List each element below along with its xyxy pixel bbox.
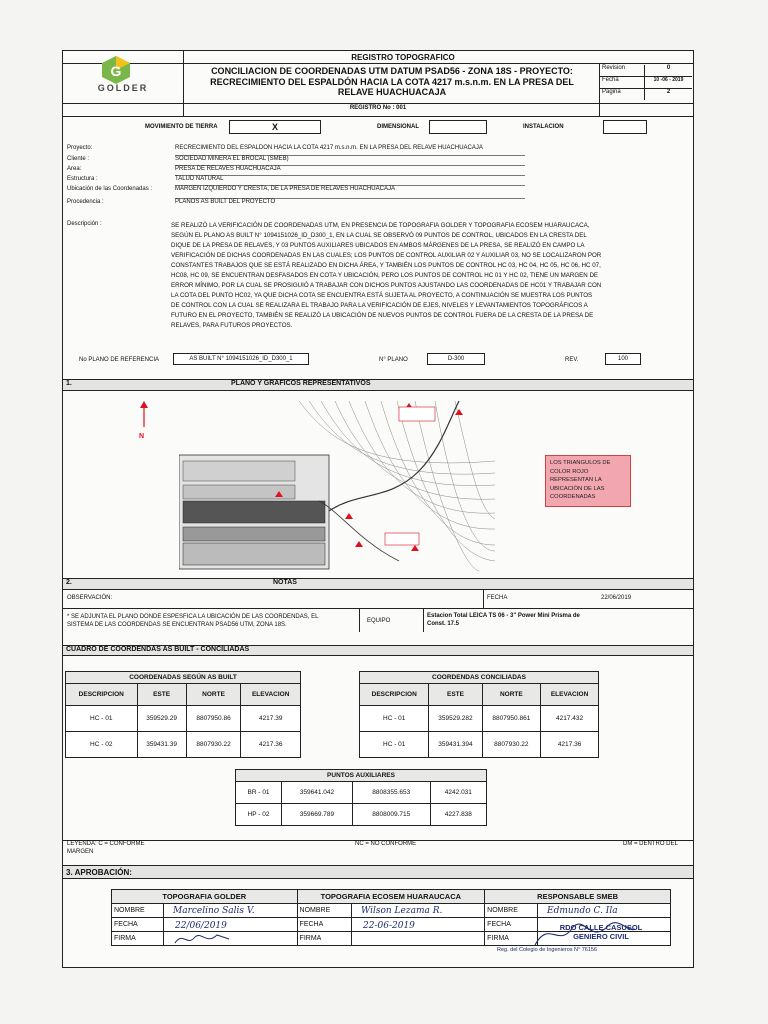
instalacion-checkbox[interactable] xyxy=(603,120,647,134)
table-header: ELEVACION xyxy=(541,684,599,706)
descripcion-line: LA COTA DEL PUNTO HC02, YA QUE DICHA COTA SE ENCUENTRA ESTÁ SUJETA AL PROYECTO, A CONTINUACIÓN SE MUESTRA LOS PUNTOS xyxy=(171,292,593,299)
aprobacion-header: 3. APROBACIÓN: xyxy=(63,865,693,879)
rev-label: REV. xyxy=(565,357,579,363)
handwritten-nombre-ecosem: Wilson Lezama R. xyxy=(361,906,443,916)
leyenda-dentro: DM = DENTRO DEL xyxy=(623,841,678,847)
as-built-table xyxy=(65,671,301,758)
legend-line: UBICACIÓN DE LAS xyxy=(550,485,605,492)
table-header: ELEVACION xyxy=(241,684,301,706)
legend-line: COORDENADAS xyxy=(550,494,596,500)
rev-field[interactable]: 100 xyxy=(605,353,641,365)
section-1-number: 1. xyxy=(66,380,72,387)
table-cell: 8808355.653 xyxy=(352,782,430,804)
table-cell: HP - 02 xyxy=(236,804,282,826)
table-row xyxy=(360,732,599,758)
field-label-ubicacion: Ubicación de las Coordenadas : xyxy=(67,186,153,192)
table-row xyxy=(360,706,599,732)
conciliadas-title: COORDENDAS CONCILIADAS xyxy=(360,672,599,684)
engineer-stamp xyxy=(541,923,661,941)
table-cell: 8807930.22 xyxy=(186,732,241,758)
north-label: N xyxy=(139,433,145,440)
field-value-cliente: SOCIEDAD MINERA EL BROCAL (SMEB) xyxy=(175,156,525,166)
legend-line: REPRESENTAN LA xyxy=(550,477,602,483)
dimensional-label: DIMENSIONAL xyxy=(377,124,419,130)
section-1-header xyxy=(63,379,693,391)
field-label-proyecto: Proyecto: xyxy=(67,145,93,151)
document-sheet xyxy=(62,50,694,968)
row-label-fecha: FECHA xyxy=(112,918,164,932)
section-2-number: 2. xyxy=(66,579,72,586)
field-label-procedencia: Procedencia : xyxy=(67,199,104,205)
row-label-nombre: NOMBRE xyxy=(297,904,351,918)
field-label-area: Area: xyxy=(67,166,82,172)
table-cell: 8807930.22 xyxy=(482,732,541,758)
registro-topografico-heading: REGISTRO TOPOGRAFICO xyxy=(351,53,455,62)
field-label-cliente: Cliente : xyxy=(67,156,90,162)
table-cell: 359529.29 xyxy=(137,706,186,732)
stamp-registro: Reg. del Colegio de Ingenieros N° 76156 xyxy=(497,947,598,953)
descripcion-label: Descripción : xyxy=(67,221,102,227)
table-header: ESTE xyxy=(137,684,186,706)
legend-line: COLOR ROJO xyxy=(550,468,589,475)
descripcion-line: ERROR MÍNIMO, POR LA CUAL SE PROSIGUIÓ A TRABAJAR CON DICHOS PUNTOS AJUSTANDO LAS COORDENADAS DE HC01 Y TRABAJAR CON xyxy=(171,282,602,289)
document-title xyxy=(187,66,597,98)
observacion-label: OBSERVACIÓN: xyxy=(67,595,113,601)
table-row xyxy=(236,804,487,826)
table-cell: HC - 02 xyxy=(66,732,138,758)
no-plano-field[interactable]: D-300 xyxy=(427,353,485,365)
stamp-line: GENIERO CIVIL xyxy=(573,932,629,941)
golder-logo-icon xyxy=(99,55,133,85)
handwritten-nombre-smeb: Edmundo C. Ila xyxy=(547,906,618,916)
row-label-firma: FIRMA xyxy=(297,932,351,946)
table-cell: 4227.838 xyxy=(430,804,486,826)
table-cell: 4217.36 xyxy=(541,732,599,758)
signature-golder-icon xyxy=(173,931,233,947)
title-line-1: CONCILIACION DE COORDENADAS UTM DATUM PSAD56 - ZONA 18S - PROYECTO: xyxy=(211,66,573,76)
row-label-fecha: FECHA xyxy=(485,918,537,932)
table-cell: 8807950.86 xyxy=(186,706,241,732)
movimiento-checkbox[interactable]: X xyxy=(229,120,321,134)
descripcion-line: HC08, HC 09, SE ENCUENTRAN DESFASADOS EN COTA Y UBICACIÓN, PERO LOS PUNTOS DE CONTROL HC 01 Y HC 02, TIENE UN MARGEN DE xyxy=(171,272,599,279)
field-value-procedencia: PLANOS AS BUILT DEL PROYECTO xyxy=(175,199,276,205)
dimensional-checkbox[interactable] xyxy=(429,120,487,134)
notas-fecha-label: FECHA xyxy=(487,595,508,601)
handwritten-nombre-golder: Marcelino Salis V. xyxy=(173,906,255,916)
handwritten-fecha-golder: 22/06/2019 xyxy=(175,921,227,931)
table-header: NORTE xyxy=(482,684,541,706)
table-cell: 4242.031 xyxy=(430,782,486,804)
conciliadas-table xyxy=(359,671,599,758)
pagina-label: Pagina xyxy=(602,89,621,95)
descripcion-line: SEGÚN EL PLANO AS BUILT N° 1094151026_ID_D300_1, EN LA CUAL SE OBSERVÓ 09 PUNTOS DE CONTROL, UBICADOS EN LA CRESTA DEL xyxy=(171,232,587,239)
table-cell: 359431.39 xyxy=(137,732,186,758)
leyenda-conforme: LEYENDA: C = CONFORME xyxy=(67,841,145,847)
revision-value: 0 xyxy=(644,65,692,76)
table-cell: HC - 01 xyxy=(360,732,429,758)
fecha-value: 10 -06 - 2019 xyxy=(644,77,692,88)
field-value-proyecto: RECRECIMIENTO DEL ESPALDON HACIA LA COTA 4217 m.s.n.m. EN LA PRESA DEL RELAVE HUACHUACAJA xyxy=(175,145,525,156)
notas-fecha-value: 22/06/2019 xyxy=(601,595,632,601)
row-label-fecha: FECHA xyxy=(297,918,351,932)
legend-line: LOS TRIANGULOS DE xyxy=(550,460,611,466)
leyenda-margen: MARGEN xyxy=(67,849,94,855)
table-cell: 359529.282 xyxy=(429,706,482,732)
section-1-title: PLANO Y GRAFICOS REPRESENTATIVOS xyxy=(231,380,371,387)
section-2-header xyxy=(63,578,693,590)
row-label-firma: FIRMA xyxy=(485,932,537,946)
field-value-estructura: TALUD NATURAL xyxy=(175,176,525,186)
table-row xyxy=(236,782,487,804)
table-cell: 359669.789 xyxy=(282,804,353,826)
table-cell: 359641.042 xyxy=(282,782,353,804)
movimiento-label: MOVIMIENTO DE TIERRA xyxy=(145,124,218,130)
instalacion-label: INSTALACION xyxy=(523,124,564,130)
table-cell: 8807950.861 xyxy=(482,706,541,732)
logo-text: GOLDER xyxy=(97,83,149,93)
signature-firma-ecosem[interactable] xyxy=(351,932,484,946)
note-line: * SE ADJUNTA EL PLANO DONDE ESPESFICA LA UBICACIÓN DE LAS COORDENDAS, EL xyxy=(67,614,319,620)
plano-referencia-field[interactable]: AS BUILT N° 1094151026_ID_D300_1 xyxy=(173,353,309,365)
table-cell: HC - 01 xyxy=(66,706,138,732)
notas-observacion-text xyxy=(67,613,318,629)
map-legend-box xyxy=(545,455,631,507)
descripcion-line: CONSTANTES TRABAJOS QUE SE ESTÁ REALIZADO EN DICHA ÁREA, Y TAMBIÉN LOS PUNTOS DE CONTROL HC 03, HC 04, HC 05, HC 06, HC 07, xyxy=(171,262,601,269)
table-header: DESCRIPCION xyxy=(360,684,429,706)
no-plano-label: N° PLANO xyxy=(379,357,408,363)
equipo-label: EQUIPO xyxy=(367,618,391,624)
as-built-title: COORDENADAS SEGÚN AS BUILT xyxy=(66,672,301,684)
table-header: ESTE xyxy=(429,684,482,706)
approver-header-golder: TOPOGRAFIA GOLDER xyxy=(112,890,298,904)
descripcion-line: RELAVES, PARA FUTUROS PROYECTOS. xyxy=(171,322,293,329)
table-cell: 4217.36 xyxy=(241,732,301,758)
auxiliares-title: PUNTOS AUXILIARES xyxy=(236,770,487,782)
descripcion-text xyxy=(171,221,691,331)
title-line-3: RELAVE HUACHUACAJA xyxy=(337,87,447,97)
table-row xyxy=(66,706,301,732)
table-row xyxy=(66,732,301,758)
table-cell: 4217.432 xyxy=(541,706,599,732)
approver-header-ecosem: TOPOGRAFIA ECOSEM HUARAUCACA xyxy=(297,890,485,904)
plano-referencia-label: No PLANO DE REFERENCIA xyxy=(79,357,160,363)
auxiliares-table xyxy=(235,769,487,826)
table-cell: HC - 01 xyxy=(360,706,429,732)
descripcion-line: DE CONTROL CON LA CUAL SE REALIZARA EL TRABAJO PARA LA VERIFICACIÓN DE EJES, NIVELES Y LEVANTAMIENTOS TOPOGRÁFICOS A xyxy=(171,302,588,309)
project-fields xyxy=(63,145,693,210)
fecha-label: Fecha xyxy=(602,77,619,83)
field-label-estructura: Estructura : xyxy=(67,176,98,182)
site-plan-drawing xyxy=(179,401,495,571)
table-header: DESCRIPCION xyxy=(66,684,138,706)
equipo-line: Const. 17.5 xyxy=(427,621,460,627)
descripcion-line: SE REALIZÓ LA VERIFICACIÓN DE COORDENADAS UTM, EN PRESENCIA DE TOPOGRAFIA GOLDER Y TOPOGRAFIA ECOSEM HUARAUCACA, xyxy=(171,222,590,229)
handwritten-fecha-ecosem: 22-06-2019 xyxy=(363,921,415,931)
descripcion-line: FUTURO EN EL PROYECTO, TAMBIÉN SE REALIZÓ LA UBICACIÓN DE NUEVOS PUNTOS DE CONTROL FUERA DE LA CRESTA DE LA PRESA DE xyxy=(171,312,594,319)
descripcion-line: VERIFICACIÓN DE DICHAS COORDENADAS EN LAS CUALES; LOS PUNTOS DE CONTROL AUXILIAR 02 Y AUXILIAR 03, NO SE LOCALIZARON POR xyxy=(171,252,602,259)
table-cell: BR - 01 xyxy=(236,782,282,804)
equipo-value xyxy=(427,612,580,628)
cuadro-header: CUADRO DE COORDENDAS AS BUILT - CONCILIADAS xyxy=(63,645,693,656)
note-line: SISTEMA DE LAS COORDENDAS SE ENCUENTRAN PSAD56 UTM, ZONA 18S. xyxy=(67,622,287,628)
pagina-value: 2 xyxy=(644,89,692,100)
table-cell: 4217.39 xyxy=(241,706,301,732)
table-cell: 359431.394 xyxy=(429,732,482,758)
registro-no: REGISTRO No : 001 xyxy=(349,105,407,111)
stamp-line: RDO CALLE CASUSOL xyxy=(559,923,643,932)
table-header: NORTE xyxy=(186,684,241,706)
leyenda-no-conforme: NC = NO CONFORME xyxy=(355,841,417,847)
field-value-area: PRESA DE RELAVES HUACHUACAJA xyxy=(175,166,525,176)
section-2-title: NOTAS xyxy=(273,579,297,586)
title-line-2: RECRECIMIENTO DEL ESPALDÓN HACIA LA COTA 4217 m.s.n.m. EN LA PRESA DEL xyxy=(210,76,574,87)
field-value-ubicacion: MARGEN IZQUIERDO Y CRESTA, DE LA PRESA DE RELAVES HUACHUACAJA xyxy=(175,186,525,199)
svg-text:G: G xyxy=(110,63,122,79)
approver-header-smeb: RESPONSABLE SMEB xyxy=(485,890,671,904)
document-meta xyxy=(600,65,692,100)
row-label-nombre: NOMBRE xyxy=(485,904,537,918)
revision-label: Revision xyxy=(602,65,626,71)
equipo-line: Estacion Total LEICA TS 06 - 3" Power Mini Prisma de xyxy=(427,613,580,619)
row-label-nombre: NOMBRE xyxy=(112,904,164,918)
table-cell: 8808009.715 xyxy=(352,804,430,826)
descripcion-line: DIQUE DE LA PRESA DE RELAVES, Y 03 PUNTOS AUXILIARES UBICADOS EN AMBOS MÁRGENES DE LA PRESA, SE REALIZÓ EN CAMPO LA xyxy=(171,242,585,249)
row-label-firma: FIRMA xyxy=(112,932,164,946)
